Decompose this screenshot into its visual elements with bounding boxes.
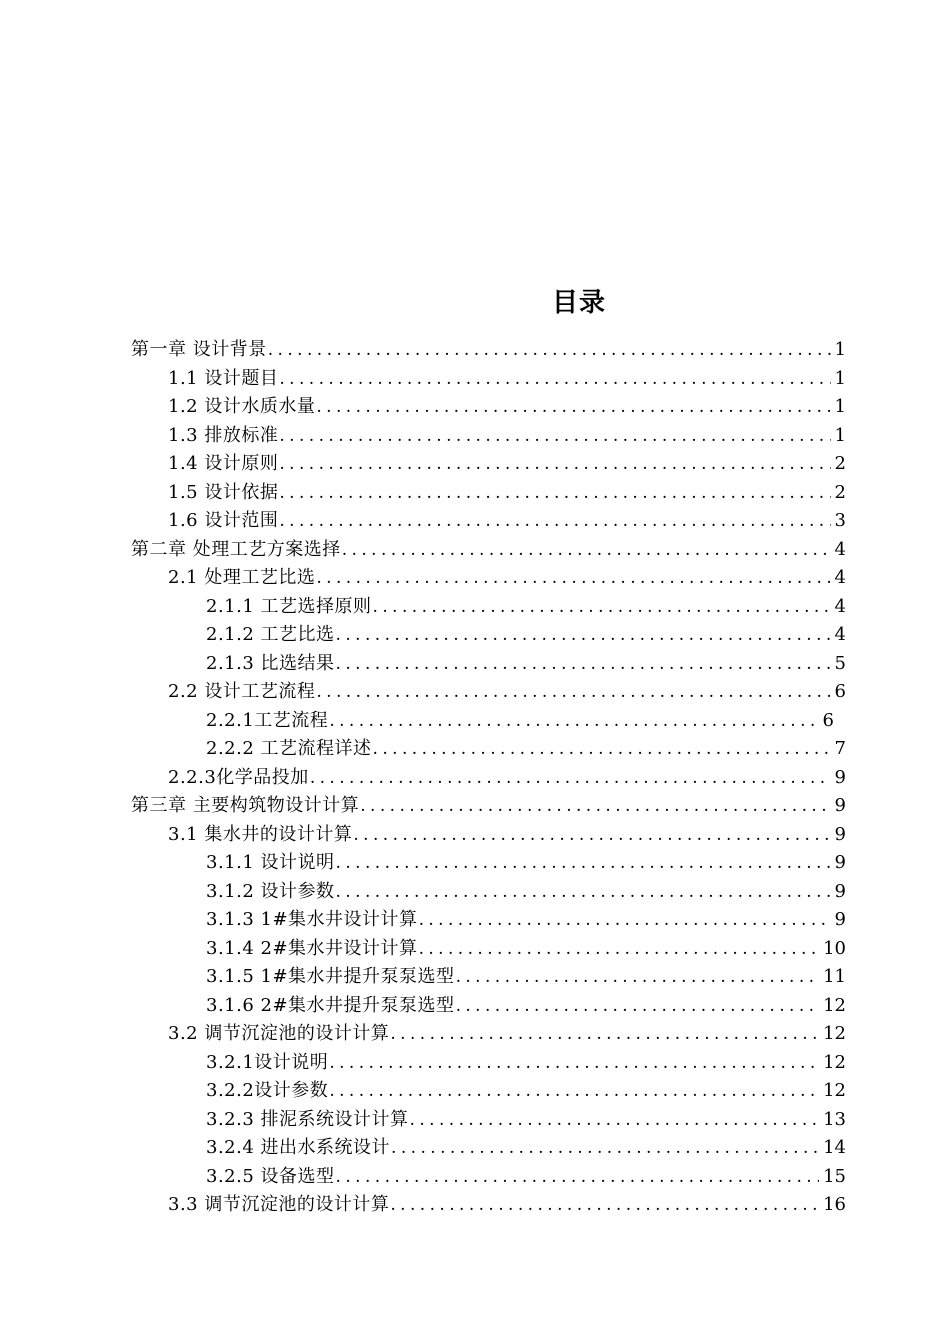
toc-page-number: 1 [834,339,846,360]
toc-entry-label: 2.2.2 工艺流程详述 [206,738,372,759]
toc-dot-leader [456,964,820,990]
toc-dot-leader [353,822,830,848]
toc-entry-2-1-3[interactable] [206,651,846,677]
toc-page-number: 1 [834,424,846,446]
toc-dot-leader [360,793,830,819]
toc-entry-1-3[interactable] [168,423,846,449]
toc-page-number: 7 [834,738,846,759]
toc-page-number: 10 [823,937,846,959]
toc-entry-chapter-1[interactable] [131,337,846,363]
toc-dot-leader [419,936,820,962]
toc-entry-3-2-4[interactable] [206,1135,846,1161]
toc-entry-1-6[interactable] [168,508,846,534]
toc-dot-leader [336,850,831,876]
toc-entry-2-2-2[interactable] [206,736,846,762]
toc-dot-leader [456,993,820,1019]
toc-entry-1-4[interactable] [168,451,846,477]
toc-entry-1-5[interactable] [168,480,846,506]
toc-entry-1-1[interactable] [168,366,846,392]
toc-page-number: 1 [834,396,846,417]
toc-entry-2-1-1[interactable] [206,594,846,620]
toc-page-number: 12 [823,1023,846,1044]
toc-dot-leader [329,1078,819,1104]
toc-page-number: 9 [834,880,846,902]
toc-dot-leader [336,1164,820,1190]
toc-entry-3-1[interactable] [168,822,846,848]
toc-page-number: 9 [834,852,846,873]
toc-entry-label: 1.2 设计水质水量 [168,396,316,417]
toc-dot-leader [316,679,830,705]
toc-page-number: 12 [823,1051,846,1073]
toc-page-number: 9 [834,823,846,845]
toc-entry-label: 3.2.1设计说明 [206,1051,329,1073]
toc-entry-label: 2.2.1工艺流程 [206,709,329,731]
toc-dot-leader [329,1050,819,1076]
toc-entry-label: 2.1.3 比选结果 [206,652,335,674]
toc-page-number: 9 [834,909,846,930]
toc-entry-label: 1.6 设计范围 [168,510,279,531]
toc-dot-leader [310,765,831,791]
toc-page-number: 4 [834,595,846,617]
toc-entry-label: 3.1.4 2#集水井设计计算 [206,937,418,959]
toc-entry-3-1-6[interactable] [206,993,846,1019]
toc-dot-leader [373,736,831,762]
toc-entry-3-2-5[interactable] [206,1164,846,1190]
toc-dot-leader [390,1192,819,1218]
toc-page-number: 15 [823,1165,846,1187]
toc-entry-2-2-1[interactable] [206,708,834,734]
toc-dot-leader [342,537,831,563]
toc-page-number: 14 [823,1137,846,1158]
toc-entry-label: 3.1.2 设计参数 [206,880,335,902]
toc-dot-leader [336,879,831,905]
toc-dot-leader [279,508,830,534]
toc-dot-leader [279,451,830,477]
toc-entry-label: 3.1 集水井的设计计算 [168,823,353,845]
toc-dot-leader [279,423,830,449]
toc-dot-leader [268,337,831,363]
toc-page-number: 4 [834,624,846,645]
toc-entry-label: 3.1.3 1#集水井设计计算 [206,909,418,930]
toc-entry-label: 3.1.6 2#集水井提升泵泵选型 [206,994,455,1016]
toc-entry-label: 1.4 设计原则 [168,453,279,474]
toc-page-number: 1 [834,367,846,389]
toc-page-number: 2 [834,453,846,474]
toc-entry-label: 3.2.3 排泥系统设计计算 [206,1108,409,1130]
toc-entry-label: 3.3 调节沉淀池的设计计算 [168,1194,390,1215]
toc-entry-1-2[interactable] [168,394,846,420]
toc-entry-label: 2.1 处理工艺比选 [168,567,316,588]
toc-page-number: 2 [834,481,846,503]
toc-entry-label: 1.3 排放标准 [168,424,279,446]
toc-entry-3-3[interactable] [168,1192,846,1218]
toc-entry-label: 第一章 设计背景 [131,339,267,360]
toc-page-number: 3 [834,510,846,531]
toc-entry-label: 第三章 主要构筑物设计计算 [131,795,360,816]
toc-entry-3-2[interactable] [168,1021,846,1047]
toc-entry-3-2-2[interactable] [206,1078,846,1104]
toc-entry-label: 3.1.5 1#集水井提升泵泵选型 [206,966,455,987]
toc-page-number: 6 [822,709,834,731]
toc-page-number: 4 [834,538,846,560]
toc-entry-label: 2.1.1 工艺选择原则 [206,595,372,617]
toc-entry-label: 3.1.1 设计说明 [206,852,335,873]
toc-page-number: 11 [823,966,846,987]
toc-entry-chapter-2[interactable] [131,537,846,563]
toc-entry-label: 3.2.4 进出水系统设计 [206,1137,391,1158]
toc-entry-3-1-3[interactable] [206,907,846,933]
toc-dot-leader [329,708,818,734]
toc-entry-2-2[interactable] [168,679,846,705]
toc-dot-leader [316,394,830,420]
toc-dot-leader [336,651,831,677]
toc-entry-label: 2.2.3化学品投加 [168,766,309,788]
toc-dot-leader [373,594,831,620]
toc-page-number: 5 [834,652,846,674]
toc-page-number: 13 [823,1108,846,1130]
toc-entry-label: 2.1.2 工艺比选 [206,624,335,645]
toc-dot-leader [316,565,830,591]
toc-dot-leader [419,907,831,933]
toc-page-number: 9 [834,795,846,816]
toc-page-number: 6 [834,681,846,702]
toc-page-number: 12 [823,1080,846,1101]
toc-entry-2-1-2[interactable] [206,622,846,648]
toc-entry-label: 3.2 调节沉淀池的设计计算 [168,1023,390,1044]
toc-page-number: 9 [834,766,846,788]
toc-entry-3-1-1[interactable] [206,850,846,876]
toc-dot-leader [279,366,830,392]
toc-entry-label: 3.2.5 设备选型 [206,1165,335,1187]
toc-dot-leader [336,622,831,648]
toc-page-number: 16 [823,1194,846,1215]
toc-entry-3-1-2[interactable] [206,879,846,905]
toc-entry-3-1-5[interactable] [206,964,846,990]
toc-entry-label: 1.5 设计依据 [168,481,279,503]
toc-entry-3-2-3[interactable] [206,1107,846,1133]
toc-page-number: 4 [834,567,846,588]
toc-dot-leader [279,480,830,506]
toc-entry-label: 第二章 处理工艺方案选择 [131,538,341,560]
toc-dot-leader [391,1135,819,1161]
toc-page-number: 12 [823,994,846,1016]
toc-entry-3-1-4[interactable] [206,936,846,962]
toc-entry-chapter-3[interactable] [131,793,846,819]
page-title: 目录 [551,288,606,318]
toc-dot-leader [410,1107,820,1133]
toc-entry-2-2-3[interactable] [168,765,846,791]
toc-entry-label: 2.2 设计工艺流程 [168,681,316,702]
toc-entry-3-2-1[interactable] [206,1050,846,1076]
toc-entry-2-1[interactable] [168,565,846,591]
toc-entry-label: 3.2.2设计参数 [206,1080,329,1101]
toc-entry-label: 1.1 设计题目 [168,367,279,389]
toc-dot-leader [390,1021,819,1047]
